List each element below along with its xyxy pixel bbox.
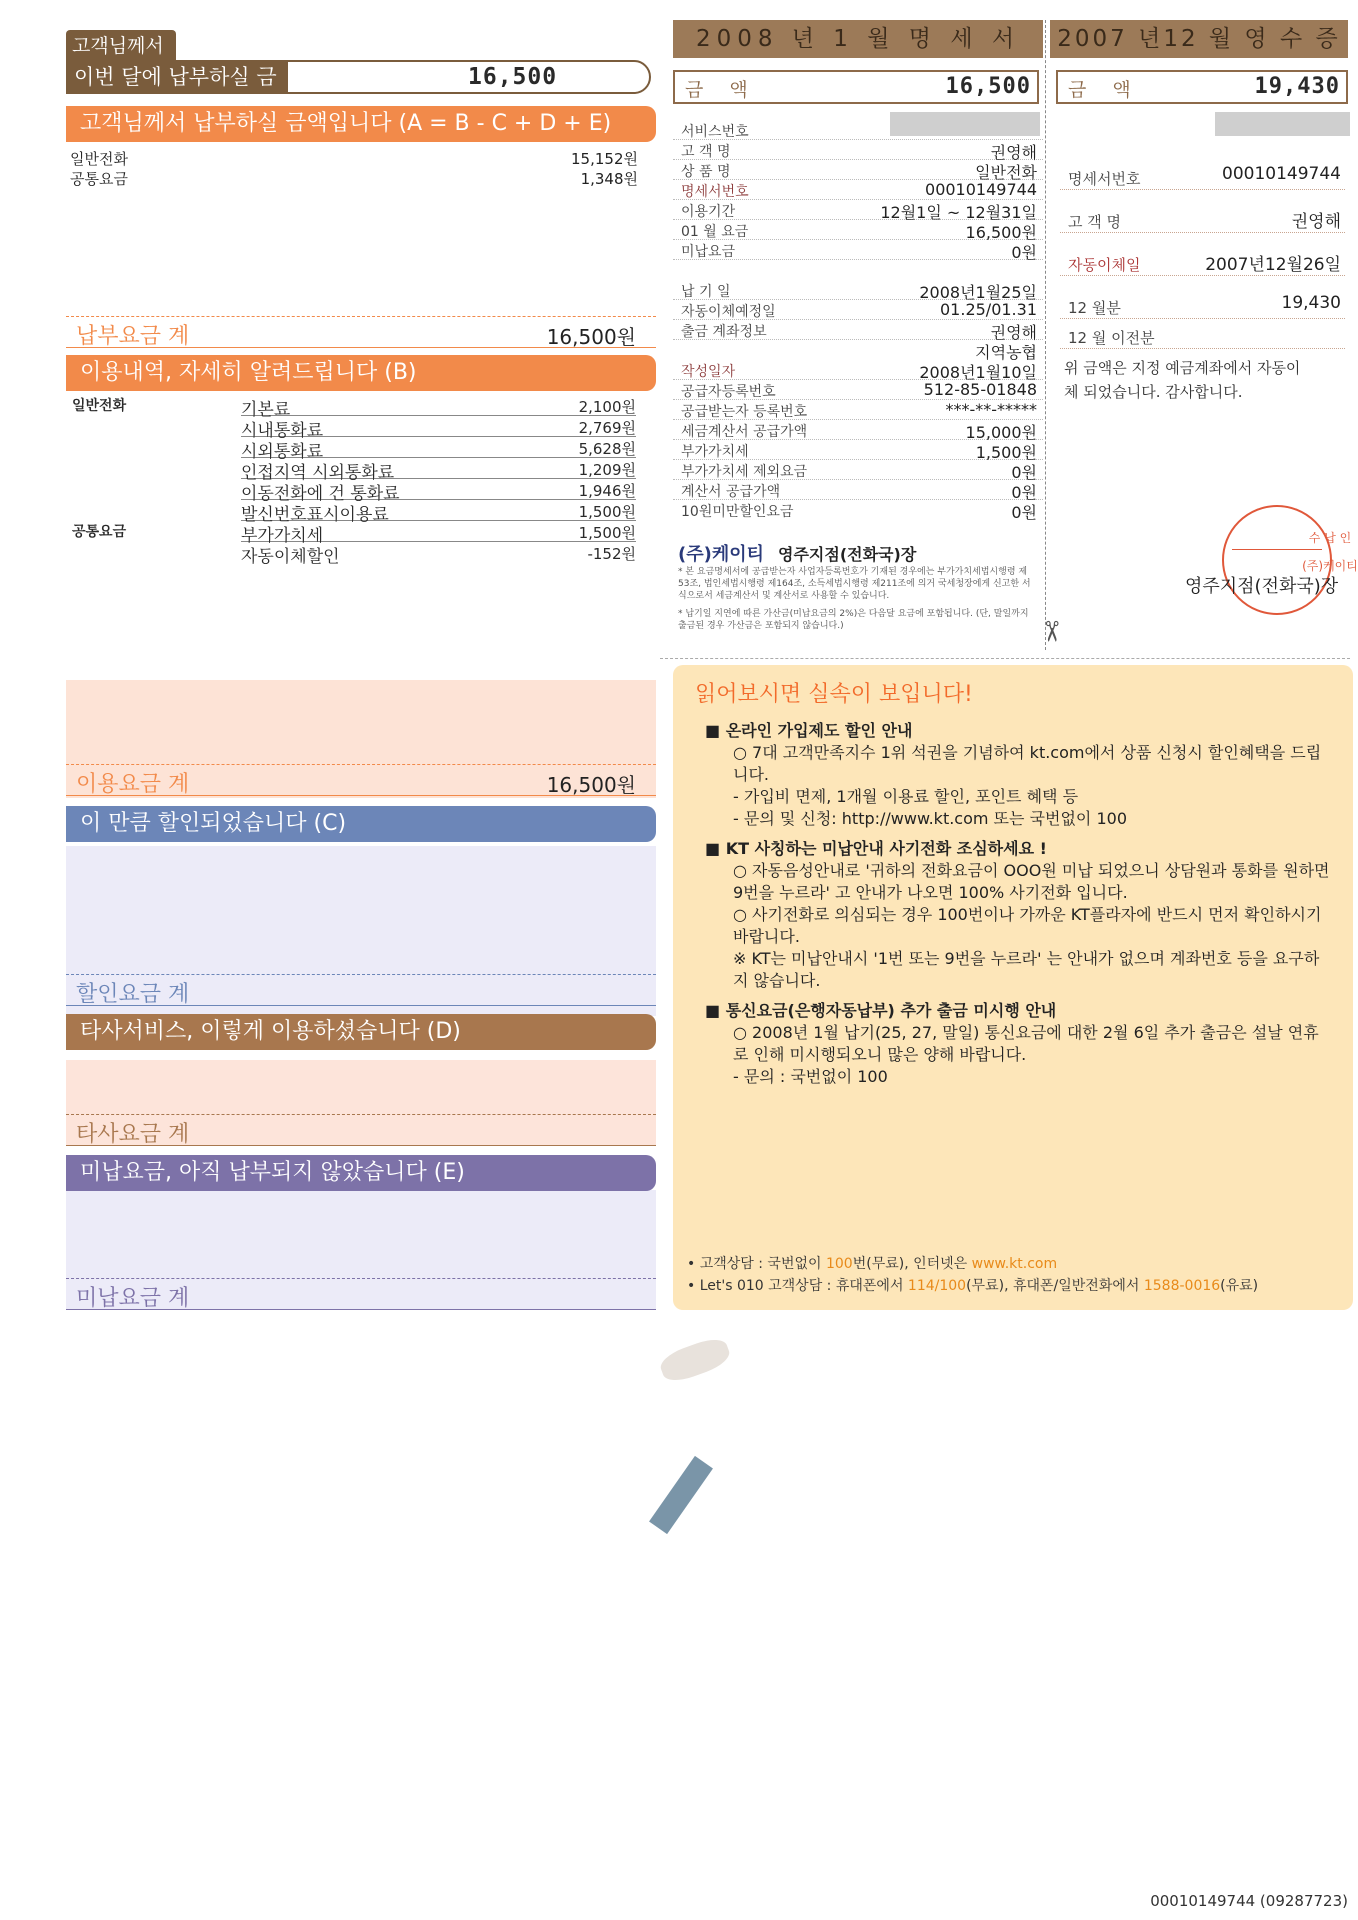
payment-total-label: 납부요금 계 bbox=[76, 324, 190, 349]
payment-total-value: 16,500원 bbox=[546, 325, 636, 349]
other-total-label: 타사요금 계 bbox=[76, 1122, 190, 1147]
unpaid-total bbox=[66, 1278, 656, 1310]
notice-block bbox=[705, 838, 1330, 992]
scissors-icon: ✂ bbox=[1035, 619, 1069, 644]
statement-company: (주)케이티 bbox=[678, 544, 765, 565]
other-total bbox=[66, 1114, 656, 1146]
detail-value: 2,100원 bbox=[578, 398, 636, 416]
statement-row bbox=[673, 500, 1043, 520]
statement-row-value: 15,000원 bbox=[965, 423, 1037, 442]
notice-line: ○ 사기전화로 의심되는 경우 100번이나 가까운 KT플라자에 반드시 먼저 확인하시기 바랍니다. bbox=[733, 905, 1322, 946]
payment-total bbox=[66, 316, 656, 348]
receipt-row bbox=[1060, 319, 1345, 349]
notice-block bbox=[705, 720, 1330, 830]
discount-total-label: 할인요금 계 bbox=[76, 982, 190, 1007]
statement-row-value: 0원 bbox=[1011, 463, 1037, 482]
contact-line-1: • 고객상담 : 국번없이 100번(무료), 인터넷은 www.kt.com bbox=[687, 1256, 1058, 1272]
receipt-row-key: 명세서번호 bbox=[1068, 170, 1141, 188]
receipt-row bbox=[1060, 203, 1345, 233]
statement-row-key: 상 품 명 bbox=[681, 164, 731, 180]
statement-row bbox=[673, 280, 1043, 300]
detail-label: 이동전화에 건 통화료 bbox=[241, 484, 400, 504]
statement-row-value: 권영해 bbox=[990, 143, 1037, 162]
statement-row bbox=[673, 460, 1043, 480]
statement-row bbox=[673, 240, 1043, 260]
statement-row bbox=[673, 480, 1043, 500]
statement-row-value: 512-85-01848 bbox=[923, 380, 1037, 399]
receipt-amount-label: 금 액 bbox=[1068, 79, 1141, 101]
paper-tear-mark bbox=[657, 1334, 733, 1386]
receipt-amount-value: 19,430 bbox=[1254, 74, 1340, 99]
detail-row bbox=[241, 479, 636, 504]
statement-row-value: 01.25/01.31 bbox=[940, 300, 1037, 319]
detail-row bbox=[241, 395, 636, 420]
receipt-note: 위 금액은 지정 예금계좌에서 자동이체 되었습니다. 감사합니다. bbox=[1064, 359, 1301, 401]
statement-row-value: 12월1일 ~ 12월31일 bbox=[880, 203, 1037, 222]
receipt-row-value: 권영해 bbox=[1291, 212, 1341, 232]
receipt-row bbox=[1060, 246, 1345, 276]
paper-tear-mark bbox=[649, 1456, 713, 1534]
usage-total-label: 이용요금 계 bbox=[76, 772, 190, 797]
statement-row-key: 출금 계좌정보 bbox=[681, 324, 767, 340]
statement-row-key: 부가가치세 제외요금 bbox=[681, 464, 808, 480]
detail-value: 5,628원 bbox=[578, 440, 636, 458]
statement-row-key: 01 월 요금 bbox=[681, 224, 749, 240]
notice-line: ※ KT는 미납안내시 '1번 또는 9번을 누르라' 는 안내가 없으며 계좌번호 등을 요구하지 않습니다. bbox=[733, 949, 1320, 990]
notice-line: ○ 2008년 1월 납기(25, 27, 말일) 통신요금에 대한 2월 6일 추가 출금은 설날 연휴로 인해 미시행되오니 많은 양해 바랍니다. bbox=[733, 1023, 1319, 1064]
statement-row-key: 작성일자 bbox=[681, 364, 736, 380]
statement-row bbox=[673, 360, 1043, 380]
statement-amount-label: 금 액 bbox=[685, 79, 758, 101]
notice-line: ○ 자동음성안내로 '귀하의 전화요금이 OOO원 미납 되었으니 상담원과 통화를 원하면 9번을 누르라' 고 안내가 나오면 100% 사기전화 입니다. bbox=[733, 861, 1330, 902]
statement-row bbox=[673, 140, 1043, 160]
cut-line-vertical bbox=[1045, 20, 1046, 650]
detail-value: 1,500원 bbox=[578, 503, 636, 521]
statement-row-value: 1,500원 bbox=[975, 443, 1037, 462]
statement-row-value: 16,500원 bbox=[965, 223, 1037, 242]
notice-block bbox=[705, 1000, 1330, 1088]
statement-row-key: 자동이체예정일 bbox=[681, 304, 776, 320]
detail-value: 2,769원 bbox=[578, 419, 636, 437]
statement-row bbox=[673, 220, 1043, 240]
detail-row bbox=[241, 437, 636, 462]
a-row bbox=[70, 148, 638, 168]
statement-row-key: 이용기간 bbox=[681, 204, 736, 220]
section-e-header: 미납요금, 아직 납부되지 않았습니다 (E) bbox=[66, 1155, 656, 1191]
statement-row-value: 00010149744 bbox=[925, 180, 1037, 199]
section-b-header: 이용내역, 자세히 알려드립니다 (B) bbox=[66, 355, 656, 391]
receipt-row-key: 12 월 이전분 bbox=[1068, 329, 1155, 347]
usage-total-value: 16,500원 bbox=[546, 773, 636, 797]
a-row-label: 공통요금 bbox=[70, 170, 128, 188]
statement-amount-value: 16,500 bbox=[945, 74, 1031, 99]
statement-row-key: 서비스번호 bbox=[681, 124, 749, 140]
notice-block-title: ■ KT 사칭하는 미납안내 사기전화 조심하세요 ! bbox=[705, 838, 1330, 860]
detail-label: 인접지역 시외통화료 bbox=[241, 463, 395, 483]
statement-row bbox=[673, 180, 1043, 200]
statement-row bbox=[673, 420, 1043, 440]
receipt-title: 2007 년12 월 영 수 증 bbox=[1050, 20, 1348, 58]
discount-total bbox=[66, 974, 656, 1006]
receipt-branch: 영주지점(전화국)장 bbox=[1185, 576, 1339, 597]
detail-row bbox=[241, 542, 636, 567]
notice-block-title: ■ 온라인 가입제도 할인 안내 bbox=[705, 720, 1330, 742]
statement-row-key: 미납요금 bbox=[681, 244, 736, 260]
detail-label: 기본료 bbox=[241, 400, 291, 420]
statement-row-value: 일반전화 bbox=[975, 163, 1037, 182]
statement-row-key: 부가가치세 bbox=[681, 444, 749, 460]
section-a-header: 고객님께서 납부하실 금액입니다 (A = B - C + D + E) bbox=[66, 106, 656, 142]
statement-title: 2008 년 1 월 명 세 서 bbox=[673, 20, 1043, 58]
receipt-row-key: 자동이체일 bbox=[1068, 256, 1141, 274]
statement-row bbox=[673, 200, 1043, 220]
statement-row bbox=[673, 440, 1043, 460]
notice-line: - 가입비 면제, 1개월 이용료 할인, 포인트 혜택 등 bbox=[733, 787, 1079, 806]
statement-row bbox=[673, 160, 1043, 180]
statement-rows-2 bbox=[673, 280, 1043, 360]
statement-row-value: 권영해 bbox=[990, 323, 1037, 342]
a-row-value: 1,348원 bbox=[580, 170, 638, 188]
statement-row-key: 10원미만할인요금 bbox=[681, 504, 794, 520]
usage-total bbox=[66, 764, 656, 796]
statement-row bbox=[673, 320, 1043, 340]
category-common: 공통요금 bbox=[72, 524, 127, 540]
notice-body bbox=[705, 720, 1330, 1096]
detail-label: 발신번호표시이용료 bbox=[241, 505, 389, 525]
detail-value: 1,209원 bbox=[578, 461, 636, 479]
receipt-redaction bbox=[1215, 112, 1350, 136]
notice-box bbox=[673, 665, 1353, 1310]
statement-amount-box bbox=[673, 70, 1039, 104]
amount-due-bar bbox=[66, 60, 651, 94]
greeting-tag: 고객님께서 bbox=[66, 30, 176, 62]
statement-row-value: ***-**-***** bbox=[945, 400, 1037, 419]
a-row bbox=[70, 168, 638, 188]
detail-label: 자동이체할인 bbox=[241, 547, 340, 567]
statement-row-value: 2008년1월10일 bbox=[919, 363, 1037, 382]
receipt-row-value: 2007년12월26일 bbox=[1205, 255, 1341, 275]
payment-stamp bbox=[1222, 505, 1358, 615]
detail-row bbox=[241, 416, 636, 441]
notice-heading: 읽어보시면 실속이 보입니다! bbox=[695, 682, 973, 707]
statement-row-value: 지역농협 bbox=[975, 343, 1037, 362]
statement-row bbox=[673, 340, 1043, 360]
statement-row-key: 명세서번호 bbox=[681, 184, 749, 200]
statement-branch: 영주지점(전화국)장 bbox=[778, 545, 917, 564]
stamp-bottom-text: (주)케이티 bbox=[1302, 559, 1358, 573]
receipt-amount-box bbox=[1056, 70, 1348, 104]
receipt-row-key: 12 월분 bbox=[1068, 299, 1121, 317]
detail-row bbox=[241, 521, 636, 546]
statement-row-value: 0원 bbox=[1011, 243, 1037, 262]
amount-due-label: 이번 달에 납부하실 금 bbox=[68, 62, 288, 92]
unpaid-total-label: 미납요금 계 bbox=[76, 1286, 190, 1311]
notice-block-title: ■ 통신요금(은행자동납부) 추가 출금 미시행 안내 bbox=[705, 1000, 1330, 1022]
statement-row-key: 납 기 일 bbox=[681, 284, 731, 300]
detail-row bbox=[241, 458, 636, 483]
detail-label: 시내통화료 bbox=[241, 421, 324, 441]
detail-value: 1,946원 bbox=[578, 482, 636, 500]
statement-row bbox=[673, 380, 1043, 400]
a-row-label: 일반전화 bbox=[70, 150, 128, 168]
statement-row-value: 0원 bbox=[1011, 483, 1037, 502]
cut-line-horizontal bbox=[660, 658, 1350, 659]
statement-row bbox=[673, 120, 1043, 140]
a-rows bbox=[70, 148, 638, 188]
contact-line-2: • Let's 010 고객상담 : 휴대폰에서 114/100(무료), 휴대폰/일반전화에서 1588-0016(유료) bbox=[687, 1278, 1259, 1294]
receipt-row-key: 고 객 명 bbox=[1068, 213, 1122, 231]
statement-row-value: 2008년1월25일 bbox=[919, 283, 1037, 302]
detail-value: 1,500원 bbox=[578, 524, 636, 542]
notice-line: - 문의 : 국번없이 100 bbox=[733, 1067, 888, 1086]
notice-line: - 문의 및 신청: http://www.kt.com 또는 국번없이 100 bbox=[733, 809, 1128, 828]
statement-row bbox=[673, 400, 1043, 420]
section-c-header: 이 만큼 할인되었습니다 (C) bbox=[66, 806, 656, 842]
statement-row-key: 계산서 공급가액 bbox=[681, 484, 781, 500]
statement-row-key: 고 객 명 bbox=[681, 144, 731, 160]
statement-fine-print-1: * 본 요금명세서에 공급받는자 사업자등록번호가 기재된 경우에는 부가가치세법시행령 제53조, 법인세법시행령 제164조, 소득세법시행령 제211조에 의거 국세청장에게 신고한 서식으로서 세금계산서 및 계산서로 사용할 수 있습니다. bbox=[678, 567, 1031, 601]
detail-label: 시외통화료 bbox=[241, 442, 324, 462]
statement-fine-print-2: * 납기일 지연에 따른 가산금(미납요금의 2%)은 다음달 요금에 포함됩니다. (단, 말일까지 출금된 경우 가산금은 포함되지 않습니다.) bbox=[678, 609, 1029, 631]
a-row-value: 15,152원 bbox=[571, 150, 638, 168]
detail-row bbox=[241, 500, 636, 525]
statement-row bbox=[673, 300, 1043, 320]
statement-row-key: 공급받는자 등록번호 bbox=[681, 404, 808, 420]
statement-rows-1 bbox=[673, 120, 1043, 260]
statement-rows-3 bbox=[673, 360, 1043, 520]
category-general: 일반전화 bbox=[72, 398, 127, 414]
stamp-top-text: 수 납 인 bbox=[1308, 531, 1352, 545]
receipt-row-value: 00010149744 bbox=[1222, 164, 1341, 184]
receipt-row bbox=[1060, 160, 1345, 190]
detail-label: 부가가치세 bbox=[241, 526, 324, 546]
detail-value: -152원 bbox=[587, 545, 636, 563]
amount-due-value: 16,500 bbox=[468, 64, 558, 90]
notice-line: ○ 7대 고객만족지수 1위 석권을 기념하여 kt.com에서 상품 신청시 할인혜택을 드립니다. bbox=[733, 743, 1322, 784]
statement-row-value: 0원 bbox=[1011, 503, 1037, 522]
receipt-row-value: 19,430 bbox=[1281, 293, 1341, 313]
statement-row-key: 공급자등록번호 bbox=[681, 384, 776, 400]
document-footer-code: 00010149744 (09287723) bbox=[1150, 1892, 1348, 1910]
website-link[interactable]: www.kt.com bbox=[971, 1256, 1058, 1272]
section-d-header: 타사서비스, 이렇게 이용하셨습니다 (D) bbox=[66, 1014, 656, 1050]
statement-row-key: 세금계산서 공급가액 bbox=[681, 424, 808, 440]
receipt-row bbox=[1060, 289, 1345, 319]
